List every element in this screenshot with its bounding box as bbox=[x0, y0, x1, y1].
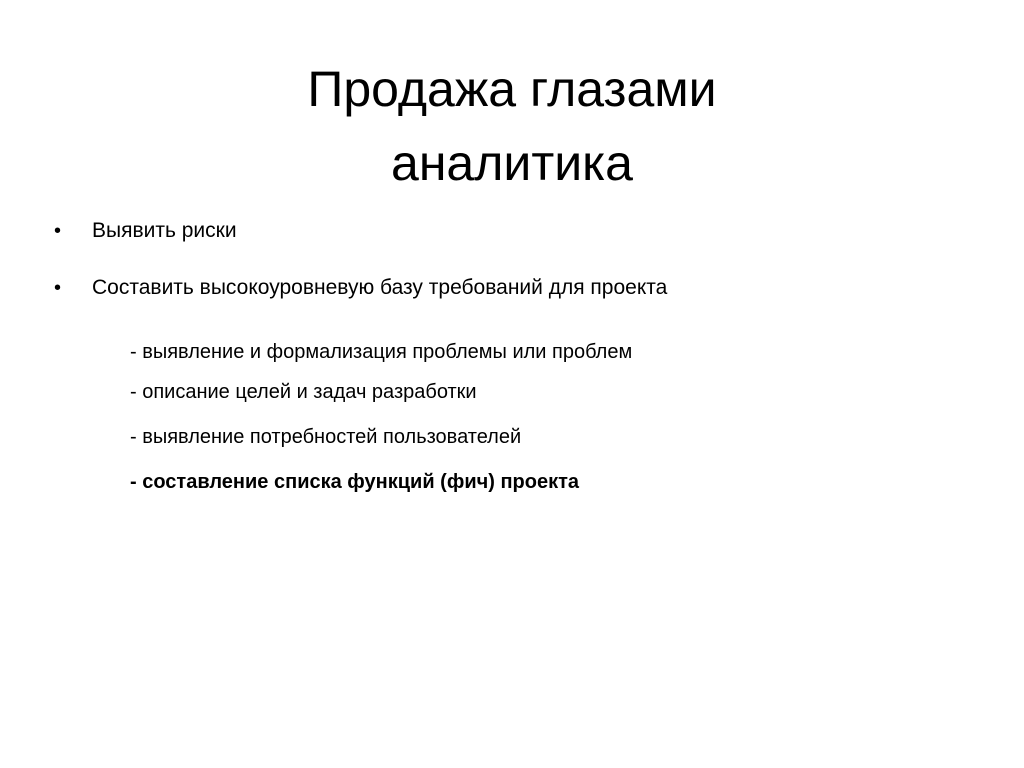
sub-item-goals: - описание целей и задач разработки bbox=[130, 381, 477, 403]
bullet-item-risks bbox=[54, 216, 237, 246]
slide-title bbox=[0, 52, 1024, 200]
bullet-text: Выявить риски bbox=[92, 219, 237, 242]
sub-item-feature-list: - составление списка функций (фич) проекта bbox=[130, 471, 580, 493]
sub-item-user-needs: - выявление потребностей пользователей bbox=[130, 426, 522, 448]
bullet-dot-icon: • bbox=[54, 277, 62, 299]
slide-title-line-1: Продажа глазами bbox=[307, 61, 717, 117]
slide-title-line-2: аналитика bbox=[391, 135, 633, 191]
bullet-dot-icon: • bbox=[54, 220, 62, 242]
bullet-text: Составить высокоуровневую базу требований для проекта bbox=[92, 276, 668, 299]
bullet-item-requirements bbox=[54, 273, 667, 303]
sub-item-problems: - выявление и формализация проблемы или проблем bbox=[130, 341, 633, 363]
